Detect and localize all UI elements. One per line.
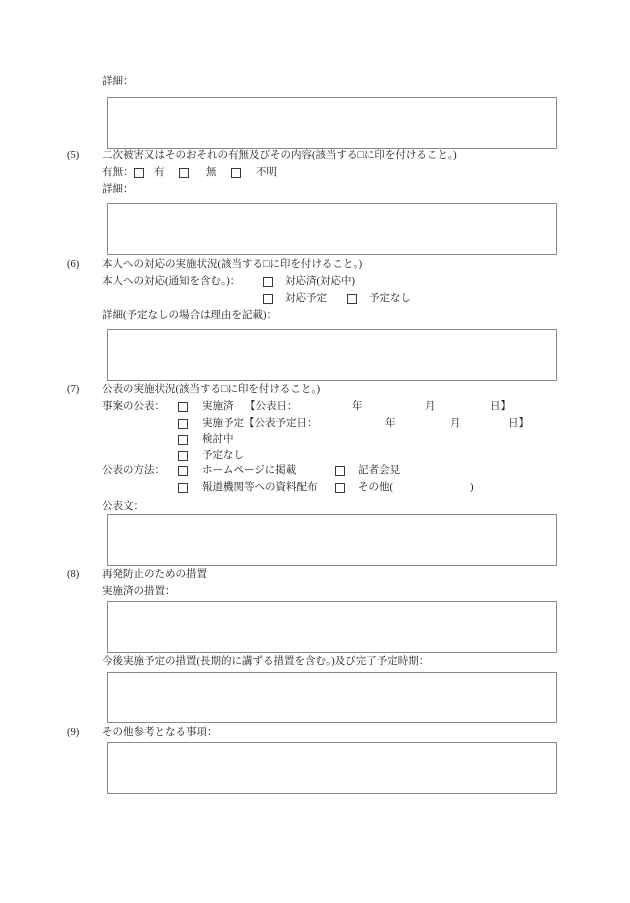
publish-planned-label: 実施予定 — [202, 418, 244, 429]
section-8-title: 再発防止のための措置 — [102, 569, 207, 580]
checkbox-method-web[interactable] — [178, 466, 188, 476]
presence-ari-label: 有 — [154, 167, 165, 178]
publish-row-considering — [0, 433, 630, 447]
section-6-number: (6) — [67, 259, 80, 270]
publish-row-planned — [0, 417, 630, 431]
response-planned-label: 対応予定 — [285, 293, 327, 304]
section-7-title: 公表の実施状況(該当する□に印を付けること。) — [102, 384, 321, 395]
method-row-1 — [0, 464, 630, 478]
section-5-number: (5) — [67, 150, 80, 161]
statement-label-row — [0, 500, 630, 514]
publish-row-done — [0, 400, 630, 414]
presence-fumei-label: 不明 — [256, 167, 277, 178]
measures-done-textbox[interactable] — [107, 601, 557, 653]
section-6-detail-textbox[interactable] — [107, 329, 557, 381]
publish-case-label: 事案の公表： — [102, 401, 165, 412]
checkbox-method-other[interactable] — [335, 483, 345, 493]
checkbox-response-planned[interactable] — [263, 294, 273, 304]
method-other-close-paren: ) — [470, 482, 474, 493]
section-5-detail-row — [0, 183, 630, 197]
measures-planned-label-row — [0, 655, 630, 669]
section-6-title: 本人への対応の実施状況(該当する□に印を付けること。) — [102, 259, 363, 270]
section-6-detail-label: 詳細(予定なしの場合は理由を記載)： — [102, 310, 277, 321]
method-row-2 — [0, 481, 630, 495]
presence-nashi-label: 無 — [206, 167, 217, 178]
section-8-heading — [0, 568, 630, 582]
method-label: 公表の方法： — [102, 465, 165, 476]
section-6-heading — [0, 258, 630, 272]
checkbox-method-press-conference[interactable] — [335, 466, 345, 476]
statement-textbox[interactable] — [107, 514, 557, 566]
measures-done-label: 実施済の措置： — [102, 586, 176, 597]
section-7-heading — [0, 383, 630, 397]
publish-row-none — [0, 449, 630, 463]
section-8-number: (8) — [67, 569, 80, 580]
method-press-conference-label: 記者会見 — [358, 465, 400, 476]
publish-none-label: 予定なし — [202, 450, 244, 461]
response-label: 本人への対応(通知を含む。)： — [102, 276, 241, 287]
response-row-1 — [0, 275, 630, 289]
response-row-2 — [0, 292, 630, 306]
section-5-title: 二次被害又はそのおそれの有無及びその内容(該当する□に印を付けること。) — [102, 150, 457, 161]
checkbox-publish-considering[interactable] — [178, 435, 188, 445]
publish-date-day-label: 日】 — [490, 401, 511, 412]
section-9-heading — [0, 726, 630, 740]
response-none-label: 予定なし — [369, 293, 411, 304]
publish-date-year-label: 年 — [352, 401, 363, 412]
checkbox-method-handout[interactable] — [178, 483, 188, 493]
publish-planned-year-label: 年 — [385, 418, 396, 429]
publish-considering-label: 検討中 — [202, 434, 234, 445]
section-5-heading — [0, 149, 630, 163]
measures-planned-label: 今後実施予定の措置(長期的に講ずる措置を含む。)及び完了予定時期： — [102, 656, 430, 667]
method-handout-label: 報道機関等への資料配布 — [202, 482, 318, 493]
publish-date-month-label: 月 — [425, 401, 436, 412]
statement-label: 公表文： — [102, 501, 144, 512]
section-7-number: (7) — [67, 384, 80, 395]
checkbox-presence-fumei[interactable] — [231, 168, 241, 178]
prior-detail-label: 詳細： — [102, 76, 134, 87]
checkbox-presence-ari[interactable] — [134, 168, 144, 178]
checkbox-response-none[interactable] — [347, 294, 357, 304]
publish-planned-day-label: 日】 — [508, 418, 529, 429]
section-6-detail-row — [0, 309, 630, 323]
response-done-label: 対応済(対応中) — [285, 276, 355, 287]
section-5-detail-textbox[interactable] — [107, 203, 557, 255]
section-9-textbox[interactable] — [107, 742, 557, 794]
measures-done-label-row — [0, 585, 630, 599]
method-web-label: ホームページに掲載 — [202, 465, 297, 476]
checkbox-publish-planned[interactable] — [178, 419, 188, 429]
section-9-title: その他参考となる事項： — [102, 727, 218, 738]
prior-detail-row — [0, 75, 630, 89]
publish-planned-month-label: 月 — [450, 418, 461, 429]
presence-options-row — [0, 166, 630, 180]
measures-planned-textbox[interactable] — [107, 672, 557, 723]
section-5-detail-label: 詳細： — [102, 184, 134, 195]
checkbox-publish-done[interactable] — [178, 402, 188, 412]
publish-done-label: 実施済 — [202, 401, 234, 412]
publish-date-prefix: 【公表日： — [245, 401, 298, 412]
checkbox-publish-none[interactable] — [178, 451, 188, 461]
checkbox-response-done[interactable] — [263, 277, 273, 287]
checkbox-presence-nashi[interactable] — [179, 168, 189, 178]
method-other-label: その他( — [358, 482, 393, 493]
section-9-number: (9) — [67, 727, 80, 738]
presence-label: 有無： — [102, 167, 134, 178]
prior-detail-textbox[interactable] — [107, 97, 557, 149]
publish-planned-date-prefix: 【公表予定日： — [244, 418, 318, 429]
